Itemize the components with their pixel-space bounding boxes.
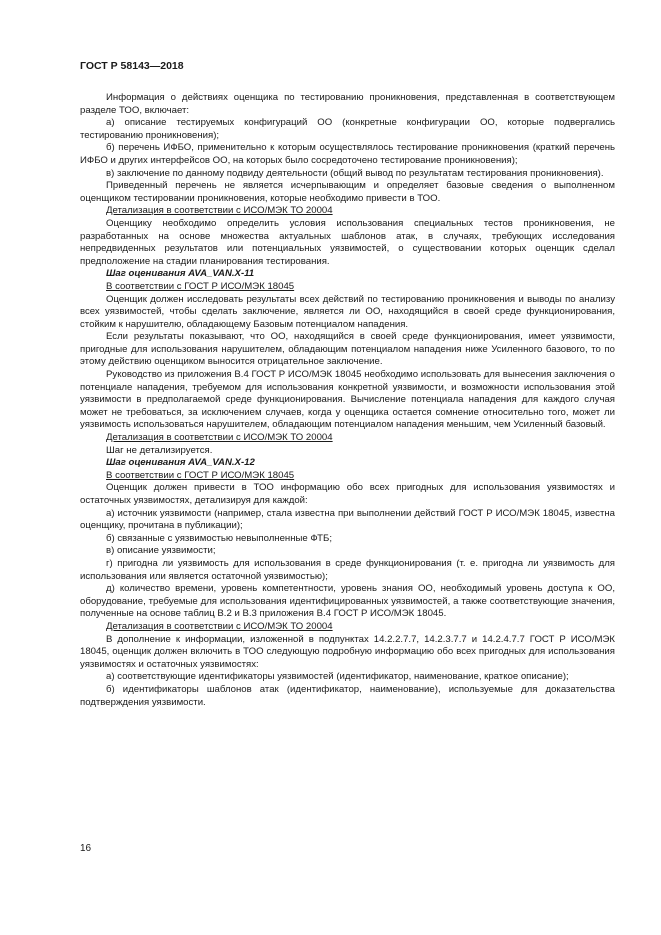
body-paragraph: г) пригодна ли уязвимость для использования в среде функционирования (т. е. пригодна ли уязвимость для использования или является остаточной уязвимостью); xyxy=(80,557,615,582)
reference-heading: Детализация в соответствии с ИСО/МЭК ТО 20004 xyxy=(106,205,333,217)
reference-heading: В соответствии с ГОСТ Р ИСО/МЭК 18045 xyxy=(106,469,295,481)
step-heading: Шаг оценивания AVA_VAN.X-12 xyxy=(106,457,255,469)
body-paragraph: д) количество времени, уровень компетентности, уровень знания ОО, необходимый уровень доступа к ОО, оборудование, требуемые для использования идентифицированных уязвимостей, а также соответствующие значения, полученные на основе таблиц В.2 и В.3 приложения В.4 ГОСТ Р ИСО/МЭК 18045. xyxy=(80,583,615,620)
body-paragraph: а) описание тестируемых конфигураций ОО (конкретные конфигурации ОО, которые подвергались тестированию проникновения); xyxy=(80,117,615,141)
body-paragraph: б) идентификаторы шаблонов атак (идентификатор, наименование), используемые для доказательства подтверждения уязвимости. xyxy=(80,683,615,708)
body-paragraph: Приведенный перечень не является исчерпывающим и определяет базовые сведения о выполненном оценщиком тестировании проникновения, которые необходимо привести в ТОО. xyxy=(80,180,615,204)
body-paragraph: Руководство из приложения В.4 ГОСТ Р ИСО/МЭК 18045 необходимо использовать для вынесения заключения о потенциале нападения, требуемом для использования конкретной уязвимости, и возможности использования этой уязвимости в предполагаемой среде функционирования. Вычисление потенциала нападения для каждого случая может не требоваться, за исключением случаев, когда у оценщика остается сомнение относительно того, может ли уязвимость использоваться нарушителем, обладающим потенциалом нападения меньшим, чем Усиленный базовый. xyxy=(80,369,615,431)
body-paragraph: б) связанные с уязвимостью невыполненные ФТБ; xyxy=(106,532,332,544)
body-paragraph: Шаг не детализируется. xyxy=(106,444,213,456)
body-paragraph: в) заключение по данному подвиду деятельности (общий вывод по результатам тестирования проникновения). xyxy=(106,167,604,179)
body-paragraph: В дополнение к информации, изложенной в подпунктах 14.2.2.7.7, 14.2.3.7.7 и 14.2.4.7.7 ГОСТ Р ИСО/МЭК 18045, оценщик должен включить в ТОО следующую подробную информацию обо всех пригодных для использования уязвимостях и остаточных уязвимостях: xyxy=(80,633,615,670)
body-paragraph: Оценщику необходимо определить условия использования специальных тестов проникновения, не разработанных на основе множества актуальных шаблонов атак, в случаях, требующих исследования непредвиденных результатов или потенциальных уязвимостей, о существовании которых оценщик сделал предположение на стадии планирования тестирования. xyxy=(80,217,615,267)
page-number: 16 xyxy=(80,843,92,854)
body-paragraph: а) источник уязвимости (например, стала известна при выполнении действий ГОСТ Р ИСО/МЭК 18045, известна оценщику, прочитана в публикации); xyxy=(80,507,615,532)
body-paragraph: Оценщик должен привести в ТОО информацию обо всех пригодных для использования уязвимостях и остаточных уязвимостях, детализируя для каждой: xyxy=(80,482,615,506)
body-paragraph: а) соответствующие идентификаторы уязвимостей (идентификатор, наименование, краткое описание); xyxy=(106,671,569,683)
reference-heading: Детализация в соответствии с ИСО/МЭК ТО 20004 xyxy=(106,432,333,444)
document-body xyxy=(80,92,615,709)
body-paragraph: Если результаты показывают, что ОО, находящийся в своей среде функционирования, имеет уязвимости, пригодные для использования нарушителем, обладающим потенциалом нападения ниже Усиленного базового, то по этому действию оценщиком выносится отрицательное заключение. xyxy=(80,331,615,368)
body-paragraph: в) описание уязвимости; xyxy=(106,545,216,557)
body-paragraph: Оценщик должен исследовать результаты всех действий по тестированию проникновения и выводы по анализу всех уязвимостей, чтобы сделать заключение, является ли ОО, находящийся в своей среде функционирования, стойким к нарушителю, обладающему Базовым потенциалом нападения. xyxy=(80,293,615,330)
body-paragraph: б) перечень ИФБО, применительно к которым осуществлялось тестирование проникновения (краткий перечень ИФБО и других интерфейсов ОО, на которых было сосредоточено тестирование проникновения); xyxy=(80,142,615,166)
step-heading: Шаг оценивания AVA_VAN.X-11 xyxy=(106,268,255,280)
reference-heading: В соответствии с ГОСТ Р ИСО/МЭК 18045 xyxy=(106,280,295,292)
reference-heading: Детализация в соответствии с ИСО/МЭК ТО 20004 xyxy=(106,620,333,632)
body-paragraph: Информация о действиях оценщика по тестированию проникновения, представленная в соответствующем разделе ТОО, включает: xyxy=(80,92,615,116)
document-header: ГОСТ Р 58143—2018 xyxy=(80,60,184,72)
